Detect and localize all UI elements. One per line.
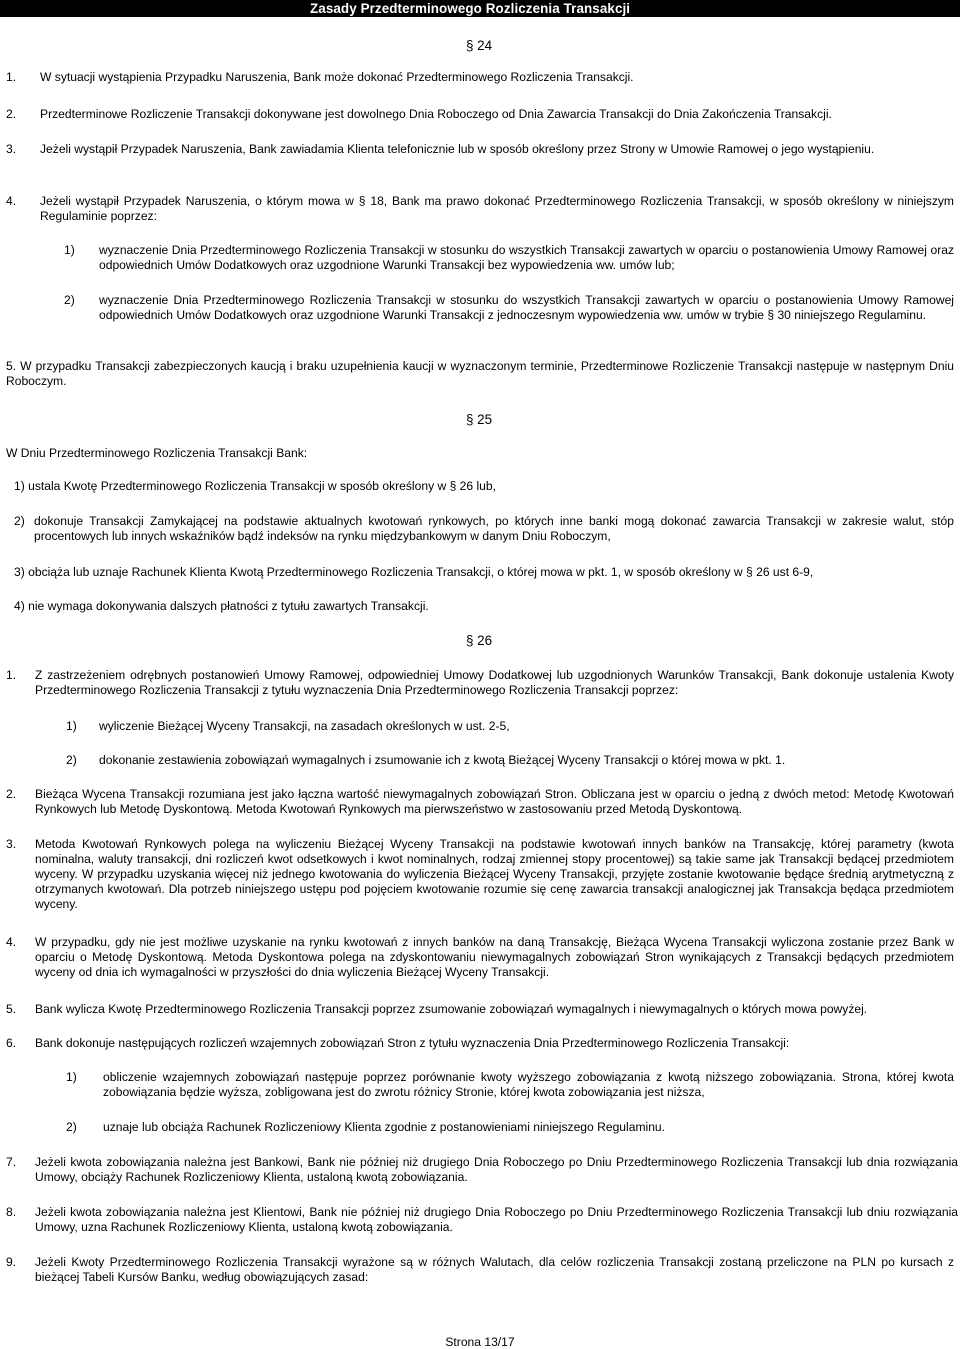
paragraph-26-9: Jeżeli Kwoty Przedterminowego Rozliczenia Transakcji wyrażone są w różnych Walutach, dla celów rozliczenia Transakcji zostaną przeliczone na PLN po kursach z bieżącej Tabeli Kursów Banku, według obowiązujących zasad: xyxy=(35,1255,954,1284)
paragraph-26-6-2: uznaje lub obciąża Rachunek Rozliczeniowy Klienta zgodnie z postanowieniami niniejszego Regulaminu. xyxy=(103,1120,666,1134)
paragraph-26-4: W przypadku, gdy nie jest możliwe uzyskanie na rynku kwotowań z innych banków na daną Transakcję, Bieżąca Wycena Transakcji wyliczona zostanie przez Bank w oparciu o Metodę Dyskontową. Metoda Dyskontowa polega na zdyskontowaniu niewymagalnych zobowiązań Stron wynikających z Transakcji będących przedmiotem wyceny od dnia ich wymagalności w przyszłości do dnia wyliczenia Bieżącej Wyceny Transakcji. xyxy=(35,935,954,979)
subitem-number: 1) xyxy=(66,719,77,733)
subitem-number: 2) xyxy=(64,293,75,307)
document-title: Zasady Przedterminowego Rozliczenia Transakcji xyxy=(310,1,631,16)
paragraph-26-2: Bieżąca Wycena Transakcji rozumiana jest jako łączna wartość niewymagalnych zobowiązań Stron. Obliczana jest w oparciu o jedną z dwóch metod: Metodę Kwotowań Rynkowych lub Metodę Dyskontową. Metoda Kwotowań Rynkowych ma pierwszeństwo w zastosowaniu przed Metodą Dyskontową. xyxy=(35,787,954,816)
section-25-heading: § 25 xyxy=(466,412,493,427)
header-bar xyxy=(0,0,960,17)
item-number: 2. xyxy=(6,107,17,121)
paragraph-25-4: 4) nie wymaga dokonywania dalszych płatności z tytułu zawartych Transakcji. xyxy=(14,599,429,613)
paragraph-26-6: Bank dokonuje następujących rozliczeń wzajemnych zobowiązań Stron z tytułu wyznaczenia Dnia Przedterminowego Rozliczenia Transakcji: xyxy=(35,1036,790,1050)
item-number: 2. xyxy=(6,787,17,801)
subitem-number: 1) xyxy=(64,243,75,257)
paragraph-25-1: 1) ustala Kwotę Przedterminowego Rozliczenia Transakcji w sposób określony w § 26 lub, xyxy=(14,479,496,493)
paragraph-24-1: W sytuacji wystąpienia Przypadku Naruszenia, Bank może dokonać Przedterminowego Rozliczenia Transakcji. xyxy=(40,70,634,84)
paragraph-26-6-1: obliczenie wzajemnych zobowiązań następuje poprzez porównanie kwoty wyższego zobowiązania z kwotą niższego zobowiązania. Strona, której kwota zobowiązania będzie wyższa, zobligowana jest do zwrotu różnicy Stronie, której kwota zobowiązania jest niższa, xyxy=(103,1070,954,1099)
paragraph-26-5: Bank wylicza Kwotę Przedterminowego Rozliczenia Transakcji poprzez zsumowanie zobowiązań wymagalnych i niewymagalnych o których mowa powyżej. xyxy=(35,1002,868,1016)
paragraph-26-1: Z zastrzeżeniem odrębnych postanowień Umowy Ramowej, odpowiedniej Umowy Dodatkowej lub uzgodnionych Warunków Transakcji, Bank dokonuje ustalenia Kwoty Przedterminowego Rozliczenia Transakcji z tytułu wyznaczenia Dnia Przedterminowego Rozliczenia Transakcji poprzez: xyxy=(35,668,954,697)
paragraph-26-8: Jeżeli kwota zobowiązania należna jest Klientowi, Bank nie później niż drugiego Dnia Roboczego po Dniu Przedterminowego Rozliczenia Transakcji lub dniu rozwiązania Umowy, uzna Rachunek Rozliczeniowy Klienta, ustaloną kwotą zobowiązania. xyxy=(35,1205,958,1234)
paragraph-24-4: Jeżeli wystąpił Przypadek Naruszenia, o którym mowa w § 18, Bank ma prawo dokonać Przedterminowego Rozliczenia Transakcji, w sposób określony w niniejszym Regulaminie poprzez: xyxy=(40,194,954,223)
item-number: 5. xyxy=(6,1002,17,1016)
paragraph-25-3: 3) obciąża lub uznaje Rachunek Klienta Kwotą Przedterminowego Rozliczenia Transakcji, o której mowa w pkt. 1, w sposób określony w § 26 ust 6-9, xyxy=(14,565,814,579)
paragraph-26-1-2: dokonanie zestawienia zobowiązań wymagalnych i zsumowanie ich z kwotą Bieżącej Wyceny Transakcji o której mowa w pkt. 1. xyxy=(99,753,786,767)
paragraph-24-4-2: wyznaczenie Dnia Przedterminowego Rozliczenia Transakcji w stosunku do wszystkich Transakcji zawartych w oparciu o postanowienia Umowy Ramowej odpowiednich Umów Dodatkowych oraz uzgodnione Warunki Transakcji z jednoczesnym wypowiedzenia ww. umów w trybie § 30 niniejszego Regulaminu. xyxy=(99,293,954,322)
item-number: 4. xyxy=(6,935,17,949)
subitem-number: 2) xyxy=(66,1120,77,1134)
paragraph-26-7: Jeżeli kwota zobowiązania należna jest Bankowi, Bank nie później niż drugiego Dnia Roboczego po Dniu Przedterminowego Rozliczenia Transakcji lub dnia rozwiązania Umowy, obciąży Rachunek Rozliczeniowy Klienta, ustaloną kwotą zobowiązania. xyxy=(35,1155,958,1184)
paragraph-25-2: dokonuje Transakcji Zamykającej na podstawie aktualnych kwotowań rynkowych, po których inne banki mogą dokonać zawarcia Transakcji w zakresie walut, stóp procentowych lub innych wskaźników bądź indeksów na rynku międzybankowym w danym Dniu Roboczym, xyxy=(34,514,954,543)
subitem-number: 2) xyxy=(66,753,77,767)
item-number: 4. xyxy=(6,194,17,208)
paragraph-24-2: Przedterminowe Rozliczenie Transakcji dokonywane jest dowolnego Dnia Roboczego od Dnia Zawarcia Transakcji do Dnia Zakończenia Transakcji. xyxy=(40,107,832,121)
item-number: 3. xyxy=(6,837,17,851)
item-number: 9. xyxy=(6,1255,17,1269)
paragraph-26-3: Metoda Kwotowań Rynkowych polega na wyliczeniu Bieżącej Wyceny Transakcji na podstawie kwotowań innych banków na Transakcję, której parametry (kwota nominalna, waluty transakcji, dni rozliczeń kwot odsetkowych i kwot nominalnych, rodzaj zmiennej stopy procentowej) są takie same jak Transakcji będącej przedmiotem wyceny. W przypadku uzyskania więcej niż jednego kwotowania do wyliczenia Bieżącej Wyceny Transakcji, przyjęte zostanie kwotowanie będące średnią arytmetyczną z otrzymanych kwotowań. Dla potrzeb niniejszego ustępu pod pojęciem kwotowanie rozumie się cenę zawarcia transakcji analogicznej jak Transakcja będąca przedmiotem wyceny. xyxy=(35,837,954,911)
item-number: 8. xyxy=(6,1205,17,1219)
page-number: Strona 13/17 xyxy=(445,1335,515,1349)
paragraph-24-3: Jeżeli wystąpił Przypadek Naruszenia, Bank zawiadamia Klienta telefonicznie lub w sposób określony przez Strony w Umowie Ramowej o jego wystąpieniu. xyxy=(40,142,875,156)
section-26-heading: § 26 xyxy=(466,633,493,648)
section-25-intro: W Dniu Przedterminowego Rozliczenia Transakcji Bank: xyxy=(6,446,308,460)
item-number: 1. xyxy=(6,668,17,682)
paragraph-24-4-1: wyznaczenie Dnia Przedterminowego Rozliczenia Transakcji w stosunku do wszystkich Transakcji zawartych w oparciu o postanowienia Umowy Ramowej oraz odpowiednich Umów Dodatkowych oraz uzgodnione Warunki Transakcji bez wypowiedzenia ww. umów lub; xyxy=(99,243,954,272)
paragraph-26-1-1: wyliczenie Bieżącej Wyceny Transakcji, na zasadach określonych w ust. 2-5, xyxy=(99,719,510,733)
section-24-heading: § 24 xyxy=(466,38,493,53)
item-number: 3. xyxy=(6,142,17,156)
item-number: 6. xyxy=(6,1036,17,1050)
item-number: 7. xyxy=(6,1155,17,1169)
subitem-number: 2) xyxy=(14,514,25,528)
subitem-number: 1) xyxy=(66,1070,77,1084)
item-number: 1. xyxy=(6,70,17,84)
paragraph-24-5: 5. W przypadku Transakcji zabezpieczonych kaucją i braku uzupełnienia kaucji w wyznaczonym terminie, Przedterminowe Rozliczenie Transakcji następuje w następnym Dniu Roboczym. xyxy=(6,359,954,388)
